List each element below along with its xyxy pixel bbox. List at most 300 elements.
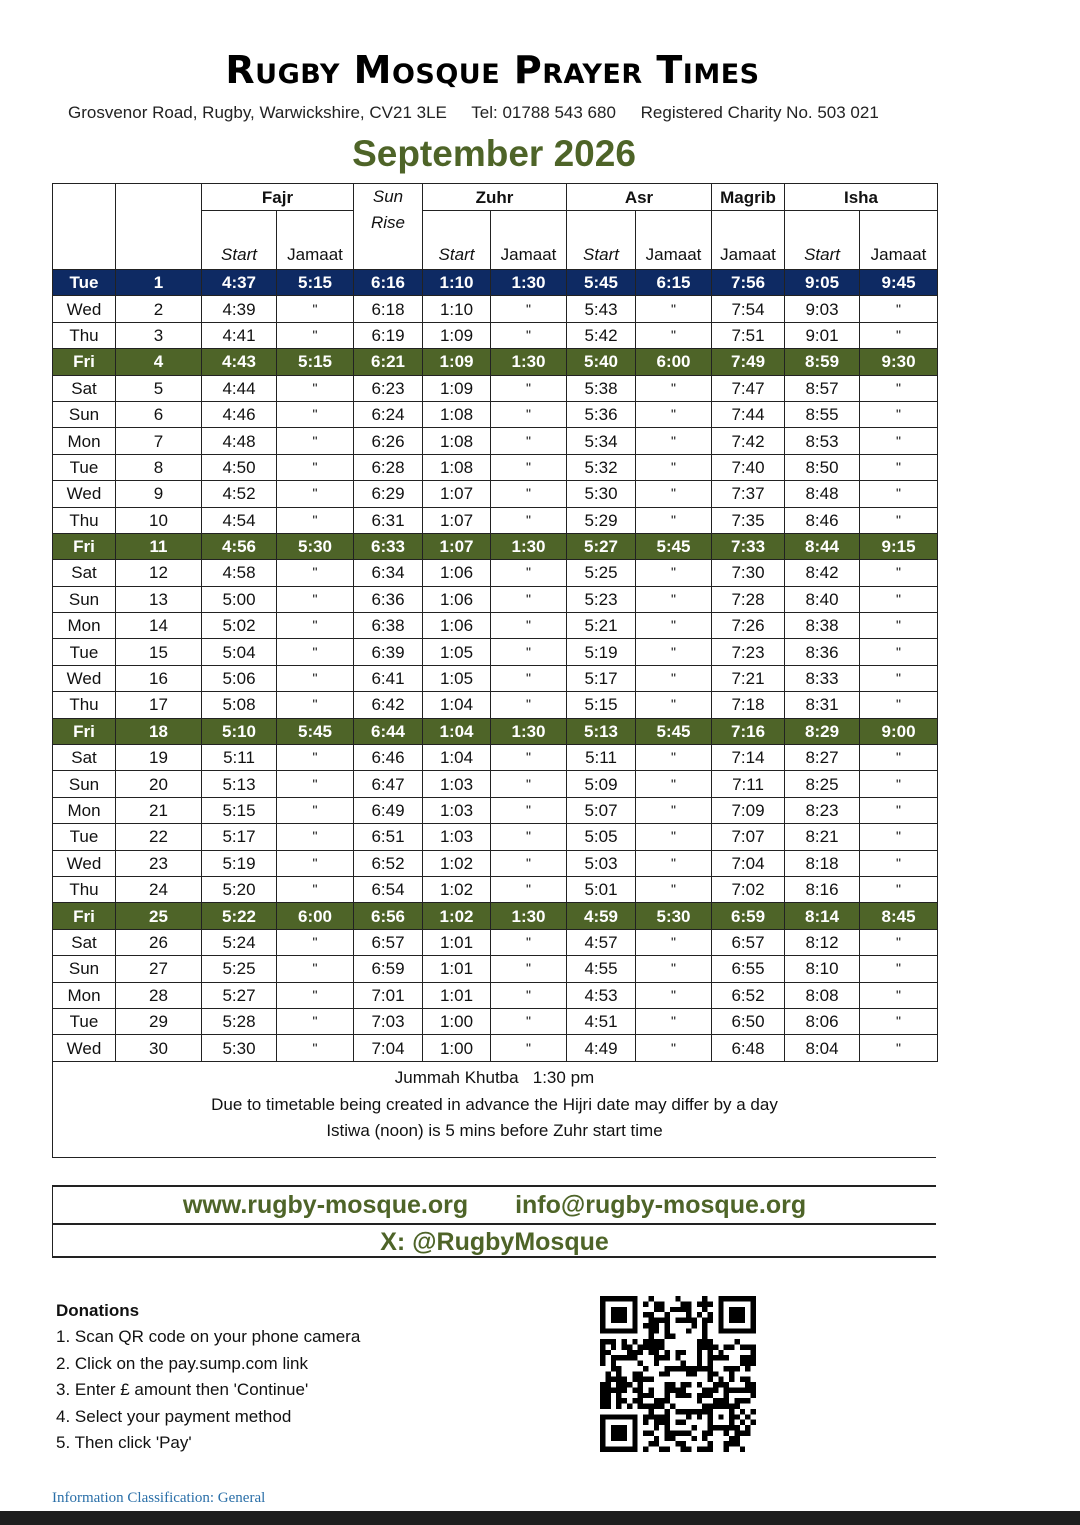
cell-zuhr-jamaat: " [491,665,567,691]
table-row [53,428,938,454]
cell-sunrise: 6:49 [354,797,423,823]
cell-zuhr-jamaat: " [491,322,567,348]
cell-date: 28 [116,982,202,1008]
cell-zuhr: 1:09 [423,322,491,348]
cell-asr: 5:32 [567,454,636,480]
cell-fajr-jamaat: 5:15 [277,349,354,375]
cell-fajr: 5:20 [202,876,277,902]
cell-zuhr-jamaat: " [491,929,567,955]
cell-zuhr-jamaat: " [491,454,567,480]
cell-fajr: 5:13 [202,771,277,797]
cell-fajr-jamaat: " [277,507,354,533]
cell-isha-jamaat: " [860,375,938,401]
cell-day: Mon [53,797,116,823]
cell-asr: 5:19 [567,639,636,665]
cell-date: 30 [116,1035,202,1061]
cell-isha-jamaat: " [860,850,938,876]
cell-fajr: 5:00 [202,586,277,612]
address-line [68,103,899,123]
email-link[interactable]: info@rugby-mosque.org [515,1191,807,1219]
cell-asr-jamaat: " [636,771,712,797]
cell-date: 15 [116,639,202,665]
cell-asr: 5:05 [567,824,636,850]
prayer-times-table [52,183,938,1062]
cell-isha: 8:16 [785,876,860,902]
cell-asr-jamaat: " [636,876,712,902]
cell-isha-jamaat: " [860,481,938,507]
cell-sunrise: 6:28 [354,454,423,480]
cell-zuhr-jamaat: " [491,481,567,507]
cell-date: 4 [116,349,202,375]
cell-fajr-jamaat: " [277,665,354,691]
cell-zuhr: 1:07 [423,507,491,533]
table-row [53,375,938,401]
cell-fajr-jamaat: " [277,296,354,322]
cell-magrib: 7:18 [712,692,785,718]
sunrise-header-line2: Rise [370,213,405,232]
table-row [53,797,938,823]
cell-magrib: 6:55 [712,956,785,982]
cell-day: Fri [53,349,116,375]
cell-date: 22 [116,824,202,850]
isha-jamaat-header: Jamaat [860,211,938,270]
cell-asr-jamaat: " [636,586,712,612]
cell-zuhr: 1:09 [423,375,491,401]
cell-magrib: 7:07 [712,824,785,850]
cell-asr-jamaat: 6:15 [636,270,712,296]
x-handle[interactable]: X: @RugbyMosque [380,1228,609,1256]
cell-fajr: 5:02 [202,613,277,639]
istiwa-note: Istiwa (noon) is 5 mins before Zuhr start time [326,1121,663,1140]
cell-zuhr-jamaat: " [491,982,567,1008]
cell-fajr: 5:22 [202,903,277,929]
cell-zuhr-jamaat: " [491,1035,567,1061]
cell-day: Tue [53,639,116,665]
cell-zuhr: 1:07 [423,533,491,559]
address: Grosvenor Road, Rugby, Warwickshire, CV21 3LE [68,103,447,122]
cell-fajr-jamaat: " [277,481,354,507]
cell-fajr: 5:15 [202,797,277,823]
cell-fajr: 5:28 [202,1008,277,1034]
cell-isha: 8:53 [785,428,860,454]
cell-zuhr: 1:04 [423,718,491,744]
cell-fajr: 4:44 [202,375,277,401]
cell-zuhr-jamaat: " [491,296,567,322]
donations-section [56,1298,360,1456]
cell-asr: 5:42 [567,322,636,348]
cell-zuhr: 1:06 [423,560,491,586]
cell-zuhr: 1:04 [423,745,491,771]
cell-asr-jamaat: " [636,929,712,955]
cell-fajr: 4:58 [202,560,277,586]
cell-date: 13 [116,586,202,612]
cell-fajr: 5:17 [202,824,277,850]
cell-sunrise: 6:47 [354,771,423,797]
cell-zuhr: 1:09 [423,349,491,375]
table-row [53,692,938,718]
cell-asr: 5:07 [567,797,636,823]
cell-fajr: 5:24 [202,929,277,955]
cell-magrib: 7:37 [712,481,785,507]
cell-asr-jamaat: " [636,507,712,533]
cell-zuhr: 1:00 [423,1008,491,1034]
cell-sunrise: 6:54 [354,876,423,902]
cell-fajr-jamaat: " [277,1035,354,1061]
donation-step: 3. Enter £ amount then 'Continue' [56,1380,309,1400]
notes-box [52,1053,936,1158]
cell-fajr-jamaat: 6:00 [277,903,354,929]
cell-date: 1 [116,270,202,296]
cell-magrib: 6:48 [712,1035,785,1061]
cell-fajr: 4:52 [202,481,277,507]
cell-fajr-jamaat: 5:30 [277,533,354,559]
cell-isha-jamaat: " [860,692,938,718]
cell-sunrise: 6:23 [354,375,423,401]
group-header-row [53,184,938,211]
cell-magrib: 7:40 [712,454,785,480]
cell-zuhr-jamaat: 1:30 [491,903,567,929]
cell-asr: 5:29 [567,507,636,533]
cell-asr-jamaat: " [636,797,712,823]
cell-isha-jamaat: " [860,586,938,612]
cell-isha: 8:59 [785,349,860,375]
cell-isha: 8:33 [785,665,860,691]
cell-zuhr-jamaat: 1:30 [491,270,567,296]
cell-asr: 5:43 [567,296,636,322]
cell-date: 8 [116,454,202,480]
donation-step: 2. Click on the pay.sump.com link [56,1353,308,1373]
cell-fajr-jamaat: " [277,824,354,850]
table-row [53,850,938,876]
cell-zuhr-jamaat: " [491,639,567,665]
cell-magrib: 7:26 [712,613,785,639]
cell-asr-jamaat: " [636,745,712,771]
zuhr-header: Zuhr [423,184,567,211]
table-row [53,718,938,744]
cell-zuhr: 1:07 [423,481,491,507]
cell-fajr: 5:19 [202,850,277,876]
cell-day: Mon [53,982,116,1008]
cell-magrib: 7:16 [712,718,785,744]
cell-zuhr: 1:08 [423,454,491,480]
cell-magrib: 7:11 [712,771,785,797]
table-row [53,1008,938,1034]
cell-magrib: 7:09 [712,797,785,823]
magrib-jamaat-header: Jamaat [712,211,785,270]
cell-day: Thu [53,876,116,902]
cell-day: Fri [53,718,116,744]
cell-asr: 4:51 [567,1008,636,1034]
cell-fajr: 5:08 [202,692,277,718]
cell-isha: 8:46 [785,507,860,533]
cell-date: 24 [116,876,202,902]
cell-asr: 5:17 [567,665,636,691]
cell-fajr-jamaat: " [277,956,354,982]
cell-zuhr: 1:08 [423,428,491,454]
cell-asr-jamaat: " [636,824,712,850]
cell-isha-jamaat: 9:30 [860,349,938,375]
table-row [53,771,938,797]
cell-day: Sun [53,771,116,797]
cell-zuhr: 1:01 [423,929,491,955]
cell-fajr-jamaat: 5:45 [277,718,354,744]
cell-asr-jamaat: 6:00 [636,349,712,375]
cell-asr-jamaat: " [636,956,712,982]
cell-asr: 5:27 [567,533,636,559]
cell-isha: 8:42 [785,560,860,586]
cell-fajr: 5:04 [202,639,277,665]
cell-date: 25 [116,903,202,929]
cell-zuhr-jamaat: " [491,507,567,533]
cell-asr-jamaat: " [636,982,712,1008]
cell-zuhr-jamaat: " [491,401,567,427]
fajr-start-header: Start [202,211,277,270]
cell-isha-jamaat: " [860,296,938,322]
cell-isha-jamaat: 8:45 [860,903,938,929]
cell-isha-jamaat: " [860,401,938,427]
cell-fajr-jamaat: " [277,771,354,797]
cell-zuhr: 1:06 [423,613,491,639]
cell-day: Thu [53,507,116,533]
prayer-times-body [53,270,938,1062]
table-row [53,745,938,771]
website-link[interactable]: www.rugby-mosque.org [182,1191,469,1219]
date-header [116,184,202,270]
cell-fajr: 4:50 [202,454,277,480]
cell-isha-jamaat: " [860,507,938,533]
cell-zuhr-jamaat: " [491,876,567,902]
asr-jamaat-header: Jamaat [636,211,712,270]
cell-asr: 4:55 [567,956,636,982]
cell-date: 29 [116,1008,202,1034]
isha-start-header: Start [785,211,860,270]
cell-isha: 8:50 [785,454,860,480]
cell-sunrise: 6:44 [354,718,423,744]
cell-isha: 8:21 [785,824,860,850]
cell-asr-jamaat: " [636,296,712,322]
cell-date: 21 [116,797,202,823]
cell-magrib: 6:57 [712,929,785,955]
cell-zuhr: 1:06 [423,586,491,612]
cell-isha-jamaat: " [860,454,938,480]
cell-asr-jamaat: 5:30 [636,903,712,929]
cell-sunrise: 6:24 [354,401,423,427]
cell-day: Sun [53,586,116,612]
cell-isha-jamaat: " [860,982,938,1008]
telephone: Tel: 01788 543 680 [471,103,616,122]
cell-date: 10 [116,507,202,533]
asr-start-header: Start [567,211,636,270]
table-row [53,613,938,639]
cell-asr-jamaat: " [636,613,712,639]
cell-isha: 8:14 [785,903,860,929]
cell-isha: 8:31 [785,692,860,718]
cell-asr: 5:25 [567,560,636,586]
cell-isha-jamaat: " [860,639,938,665]
cell-sunrise: 6:18 [354,296,423,322]
cell-fajr: 5:30 [202,1035,277,1061]
cell-fajr-jamaat: 5:15 [277,270,354,296]
cell-asr-jamaat: " [636,692,712,718]
cell-magrib: 7:47 [712,375,785,401]
cell-isha: 8:27 [785,745,860,771]
table-row [53,322,938,348]
cell-zuhr: 1:04 [423,692,491,718]
cell-magrib: 6:50 [712,1008,785,1034]
cell-date: 9 [116,481,202,507]
cell-zuhr-jamaat: " [491,771,567,797]
cell-sunrise: 6:33 [354,533,423,559]
cell-fajr: 5:10 [202,718,277,744]
cell-fajr: 4:43 [202,349,277,375]
cell-fajr: 5:27 [202,982,277,1008]
cell-asr-jamaat: " [636,665,712,691]
cell-sunrise: 6:56 [354,903,423,929]
cell-fajr: 5:06 [202,665,277,691]
cell-isha: 8:57 [785,375,860,401]
cell-zuhr: 1:03 [423,797,491,823]
cell-magrib: 7:04 [712,850,785,876]
cell-asr: 5:21 [567,613,636,639]
cell-fajr: 5:25 [202,956,277,982]
cell-asr-jamaat: " [636,481,712,507]
cell-asr: 5:40 [567,349,636,375]
cell-fajr-jamaat: " [277,692,354,718]
cell-day: Wed [53,850,116,876]
cell-fajr-jamaat: " [277,560,354,586]
cell-zuhr: 1:00 [423,1035,491,1061]
table-row [53,903,938,929]
cell-zuhr: 1:08 [423,401,491,427]
cell-asr-jamaat: " [636,454,712,480]
contact-row [53,1187,936,1225]
cell-sunrise: 7:03 [354,1008,423,1034]
table-row [53,533,938,559]
cell-fajr-jamaat: " [277,745,354,771]
cell-fajr-jamaat: " [277,876,354,902]
cell-isha-jamaat: " [860,428,938,454]
cell-fajr-jamaat: " [277,428,354,454]
day-header [53,184,116,270]
cell-zuhr-jamaat: " [491,797,567,823]
cell-day: Sun [53,401,116,427]
cell-zuhr: 1:10 [423,270,491,296]
cell-isha-jamaat: " [860,1035,938,1061]
cell-sunrise: 6:16 [354,270,423,296]
cell-magrib: 7:51 [712,322,785,348]
cell-isha: 8:38 [785,613,860,639]
cell-asr-jamaat: " [636,322,712,348]
cell-isha-jamaat: " [860,665,938,691]
cell-zuhr-jamaat: 1:30 [491,349,567,375]
cell-sunrise: 6:31 [354,507,423,533]
table-row [53,481,938,507]
cell-date: 14 [116,613,202,639]
cell-date: 7 [116,428,202,454]
cell-magrib: 7:56 [712,270,785,296]
cell-asr-jamaat: " [636,401,712,427]
cell-date: 12 [116,560,202,586]
cell-asr: 5:38 [567,375,636,401]
cell-fajr: 4:39 [202,296,277,322]
cell-magrib: 7:30 [712,560,785,586]
cell-fajr-jamaat: " [277,982,354,1008]
cell-asr-jamaat: " [636,1008,712,1034]
table-row [53,956,938,982]
donation-qr-code[interactable] [600,1296,756,1452]
cell-asr: 4:53 [567,982,636,1008]
cell-zuhr: 1:05 [423,639,491,665]
cell-date: 2 [116,296,202,322]
charity-number: Registered Charity No. 503 021 [640,103,879,122]
cell-zuhr: 1:02 [423,876,491,902]
cell-fajr-jamaat: " [277,322,354,348]
fajr-jamaat-header: Jamaat [277,211,354,270]
donation-step: 5. Then click 'Pay' [56,1433,192,1453]
cell-sunrise: 6:36 [354,586,423,612]
cell-isha: 8:12 [785,929,860,955]
cell-date: 5 [116,375,202,401]
cell-isha-jamaat: " [860,322,938,348]
cell-fajr: 4:48 [202,428,277,454]
cell-sunrise: 6:39 [354,639,423,665]
cell-date: 3 [116,322,202,348]
cell-day: Sat [53,375,116,401]
cell-day: Thu [53,692,116,718]
zuhr-start-header: Start [423,211,491,270]
cell-zuhr-jamaat: " [491,586,567,612]
cell-date: 23 [116,850,202,876]
cell-isha-jamaat: " [860,613,938,639]
cell-day: Wed [53,296,116,322]
cell-zuhr: 1:02 [423,850,491,876]
cell-day: Sat [53,745,116,771]
cell-fajr-jamaat: " [277,454,354,480]
cell-isha-jamaat: " [860,797,938,823]
cell-zuhr-jamaat: " [491,956,567,982]
cell-isha-jamaat: " [860,956,938,982]
cell-asr-jamaat: " [636,428,712,454]
cell-zuhr: 1:10 [423,296,491,322]
cell-isha-jamaat: " [860,745,938,771]
cell-fajr-jamaat: " [277,613,354,639]
cell-isha-jamaat: 9:45 [860,270,938,296]
cell-zuhr-jamaat: " [491,824,567,850]
cell-isha: 8:29 [785,718,860,744]
cell-zuhr-jamaat: " [491,375,567,401]
isha-header: Isha [785,184,938,211]
cell-sunrise: 6:51 [354,824,423,850]
cell-sunrise: 6:42 [354,692,423,718]
cell-date: 17 [116,692,202,718]
table-row [53,349,938,375]
cell-fajr-jamaat: " [277,639,354,665]
cell-isha: 8:10 [785,956,860,982]
cell-date: 18 [116,718,202,744]
cell-day: Tue [53,270,116,296]
cell-sunrise: 6:41 [354,665,423,691]
cell-isha: 8:25 [785,771,860,797]
cell-magrib: 7:02 [712,876,785,902]
cell-sunrise: 6:59 [354,956,423,982]
cell-day: Tue [53,454,116,480]
cell-magrib: 7:54 [712,296,785,322]
cell-fajr-jamaat: " [277,850,354,876]
cell-asr: 5:13 [567,718,636,744]
cell-isha: 8:18 [785,850,860,876]
cell-day: Fri [53,533,116,559]
cell-isha: 8:36 [785,639,860,665]
